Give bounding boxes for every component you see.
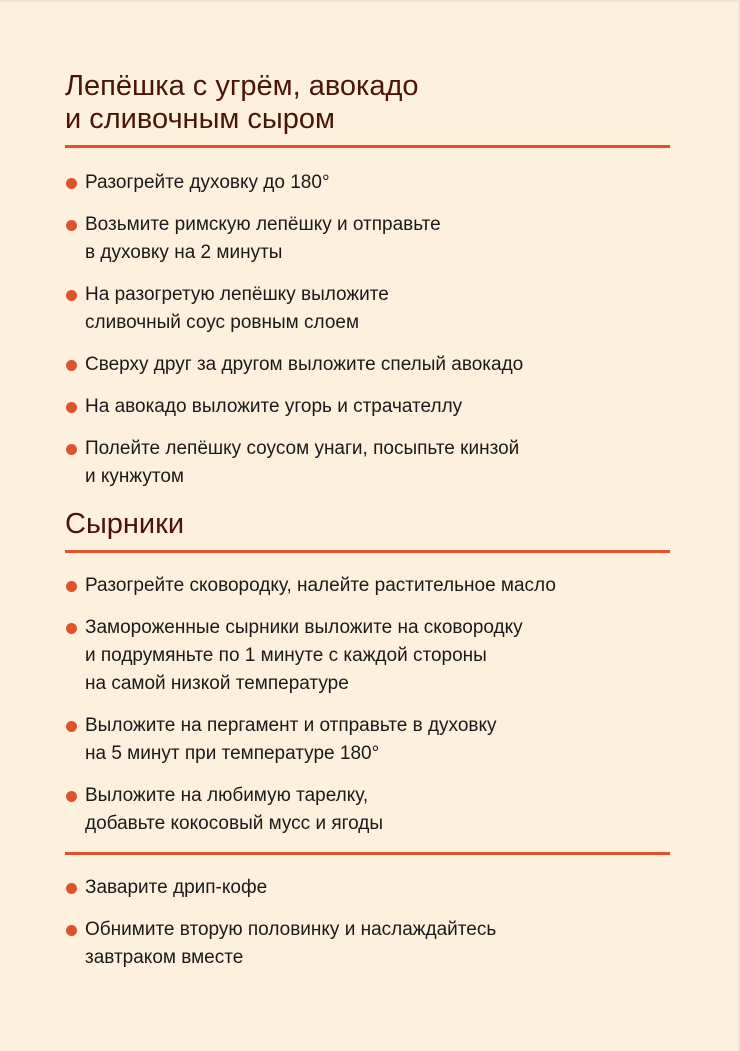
step-text-line: Замороженные сырники выложите на сковородку (85, 617, 523, 638)
step-item (65, 169, 670, 197)
step-item (65, 614, 670, 698)
bullet-icon (66, 444, 77, 455)
bullet-icon (66, 925, 77, 936)
step-item (65, 782, 670, 838)
step-text-line: и кунжутом (85, 466, 184, 487)
step-item (65, 916, 670, 972)
title-line: Сырники (65, 508, 185, 540)
step-text-line: Сверху друг за другом выложите спелый авокадо (85, 354, 524, 375)
section-divider (65, 145, 670, 148)
bullet-icon (66, 581, 77, 592)
step-text-line: завтраком вместе (85, 947, 244, 968)
step-list (65, 169, 670, 491)
step-text-line: Обнимите вторую половинку и наслаждайтесь (85, 919, 497, 940)
step-text-line: На разогретую лепёшку выложите (85, 284, 389, 305)
step-text-line: на самой низкой температуре (85, 673, 349, 694)
section-title (65, 70, 670, 136)
section-title (65, 508, 670, 541)
section-eel-flatbread (65, 70, 670, 491)
section-coffee (65, 874, 670, 972)
bullet-icon (66, 402, 77, 413)
page-content (65, 70, 670, 986)
step-text-line: Возьмите римскую лепёшку и отправьте (85, 214, 441, 235)
section-syrniki (65, 508, 670, 838)
bullet-icon (66, 791, 77, 802)
title-line: Лепёшка с угрём, авокадо (65, 70, 419, 102)
step-text-line: Разогрейте духовку до 180° (85, 172, 330, 193)
step-list (65, 572, 670, 838)
bullet-icon (66, 883, 77, 894)
bullet-icon (66, 178, 77, 189)
title-line: и сливочным сыром (65, 103, 335, 135)
step-item (65, 393, 670, 421)
step-text-line: Полейте лепёшку соусом унаги, посыпьте кинзой (85, 438, 520, 459)
step-text-line: Разогрейте сковородку, налейте растительное масло (85, 575, 556, 596)
step-text-line: Выложите на любимую тарелку, (85, 785, 369, 806)
bullet-icon (66, 623, 77, 634)
bullet-icon (66, 290, 77, 301)
step-text-line: Заварите дрип-кофе (85, 877, 268, 898)
section-divider (65, 550, 670, 553)
step-text-line: в духовку на 2 минуты (85, 242, 283, 263)
step-item (65, 281, 670, 337)
step-item (65, 351, 670, 379)
step-text-line: Выложите на пергамент и отправьте в духовку (85, 715, 497, 736)
step-item (65, 712, 670, 768)
step-text-line: На авокадо выложите угорь и страчателлу (85, 396, 463, 417)
bullet-icon (66, 721, 77, 732)
step-list (65, 874, 670, 972)
step-text-line: сливочный соус ровным слоем (85, 312, 360, 333)
step-text-line: добавьте кокосовый мусс и ягоды (85, 813, 384, 834)
step-item (65, 435, 670, 491)
step-text-line: и подрумяньте по 1 минуте с каждой стороны (85, 645, 487, 666)
bullet-icon (66, 360, 77, 371)
step-text-line: на 5 минут при температуре 180° (85, 743, 380, 764)
step-item (65, 211, 670, 267)
bullet-icon (66, 220, 77, 231)
step-item (65, 874, 670, 902)
section-divider (65, 852, 670, 855)
step-item (65, 572, 670, 600)
